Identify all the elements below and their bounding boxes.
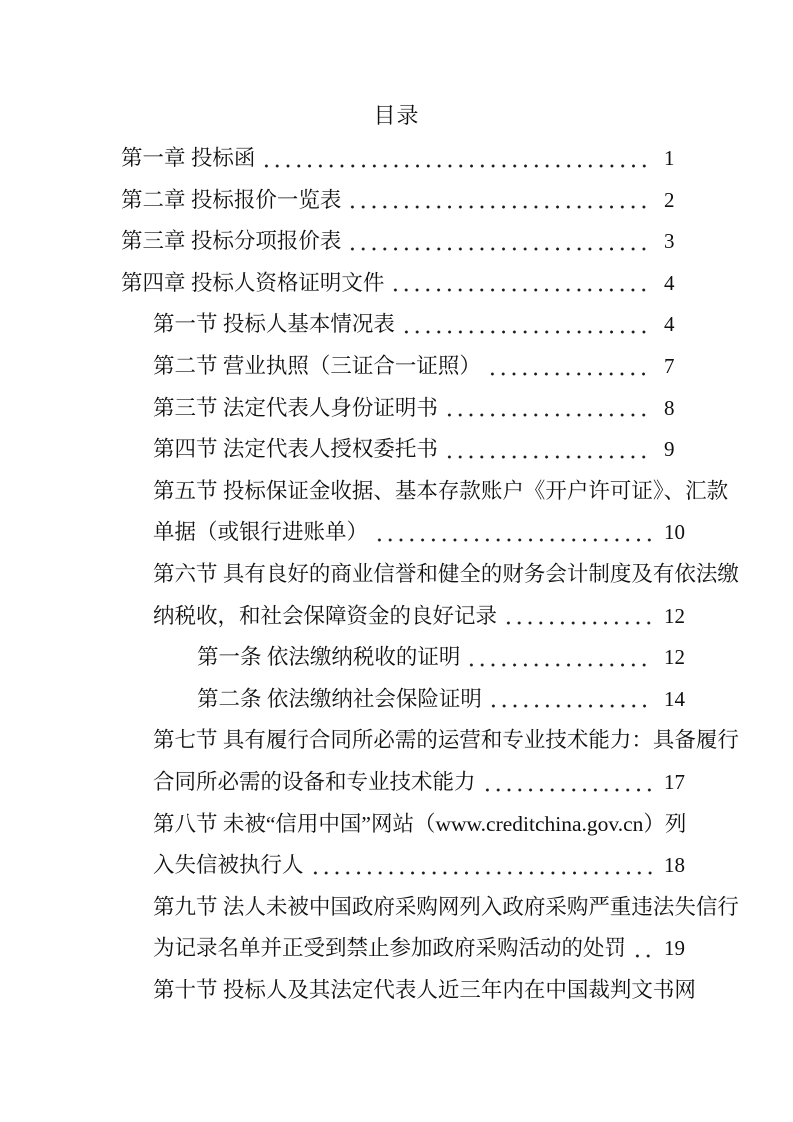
toc-entry-text: 第十节 投标人及其法定代表人近三年内在中国裁判文书网 [153,977,696,1002]
dot-leader-icon [482,788,652,792]
toc-entry-text: 第三节 法定代表人身份证明书 [153,395,438,420]
page-number: 8 [664,395,675,420]
page-number: 1 [664,146,675,170]
toc-entry[interactable] [120,845,685,887]
page-number: 4 [664,270,675,295]
toc-entry[interactable] [120,512,685,554]
toc-entry-text: 第一条 依法缴纳税收的证明 [197,645,461,670]
toc-entry[interactable] [120,180,675,222]
toc-entry[interactable] [120,720,739,762]
toc-entry-text: 第三章 投标分项报价表 [121,229,342,254]
dot-leader-icon [347,205,652,209]
toc-entry-text: 入失信被执行人 [153,853,304,878]
toc-entry-text: 第四章 投标人资格证明文件 [121,270,385,295]
page-number: 10 [664,520,685,545]
toc-entry-text: 第一节 投标人基本情况表 [153,312,395,337]
toc-entry-text: 第二节 营业执照（三证合一证照） [153,353,481,378]
toc-entry-text: 单据（或银行进账单） [153,520,369,545]
toc-entry-text: 第六节 具有良好的商业信誉和健全的财务会计制度及有依法缴 [153,561,739,586]
toc-entry[interactable] [120,138,675,180]
page-number: 2 [664,187,675,212]
toc-entry-text: 第二条 依法缴纳社会保险证明 [197,686,482,711]
dot-leader-icon [466,663,652,667]
dot-leader-icon [503,621,652,625]
page-number: 18 [664,853,685,878]
toc-entry-text: 合同所必需的设备和专业技术能力 [153,769,476,794]
toc-entry-text: 为记录名单并正受到禁止参加政府采购活动的处罚 [153,936,627,961]
dot-leader-icon [347,247,652,251]
toc-entry[interactable] [120,970,696,1012]
toc-entry[interactable] [120,554,739,596]
dot-leader-icon [374,538,652,542]
dot-leader-icon [487,372,652,376]
toc-entry[interactable] [120,471,729,513]
dot-leader-icon [310,871,652,875]
toc-entry[interactable] [120,637,685,679]
toc-entry[interactable] [120,679,685,721]
dot-leader-icon [444,455,652,459]
toc-entry-text: 第四节 法定代表人授权委托书 [153,437,438,462]
page-number: 12 [664,645,685,670]
toc-entry[interactable] [120,762,685,804]
toc-entry[interactable] [120,887,739,929]
toc-entry-text: 第八节 未被“信用中国”网站（www.creditchina.gov.cn）列 [153,811,687,836]
toc-entry-text: 第五节 投标保证金收据、基本存款账户《开户许可证》、汇款 [153,478,729,503]
dot-leader-icon [261,164,652,168]
dot-leader-icon [444,413,652,417]
dot-leader-icon [488,704,652,708]
toc-entry[interactable] [120,263,675,305]
page-number: 17 [664,769,685,794]
toc-entry[interactable] [120,928,685,970]
page-number: 4 [664,312,675,337]
toc-entry-text: 第一章 投标函 [121,146,256,170]
toc-entry[interactable] [120,804,687,846]
toc-entry[interactable] [120,346,675,388]
dot-leader-icon [401,330,652,334]
toc-list [120,138,739,1011]
page-title: 目录 [373,103,420,128]
toc-entry-text: 第七节 具有履行合同所必需的运营和专业技术能力：具备履行 [153,728,739,753]
page-number: 9 [664,437,675,462]
page-number: 3 [664,229,675,254]
dot-leader-icon [390,288,652,292]
toc-entry[interactable] [120,429,675,471]
dot-leader-icon [632,954,652,958]
toc-entry-text: 第九节 法人未被中国政府采购网列入政府采购严重违法失信行 [153,894,739,919]
toc-entry-text: 第二章 投标报价一览表 [121,187,342,212]
toc-entry[interactable] [120,596,685,638]
page-number: 12 [664,603,685,628]
toc-entry[interactable] [120,221,675,263]
page-number: 7 [664,353,675,378]
page-number: 14 [664,686,685,711]
toc-entry[interactable] [120,304,675,346]
toc-entry[interactable] [120,388,675,430]
toc-entry-text: 纳税收，和社会保障资金的良好记录 [153,603,498,628]
page-number: 19 [664,936,685,961]
